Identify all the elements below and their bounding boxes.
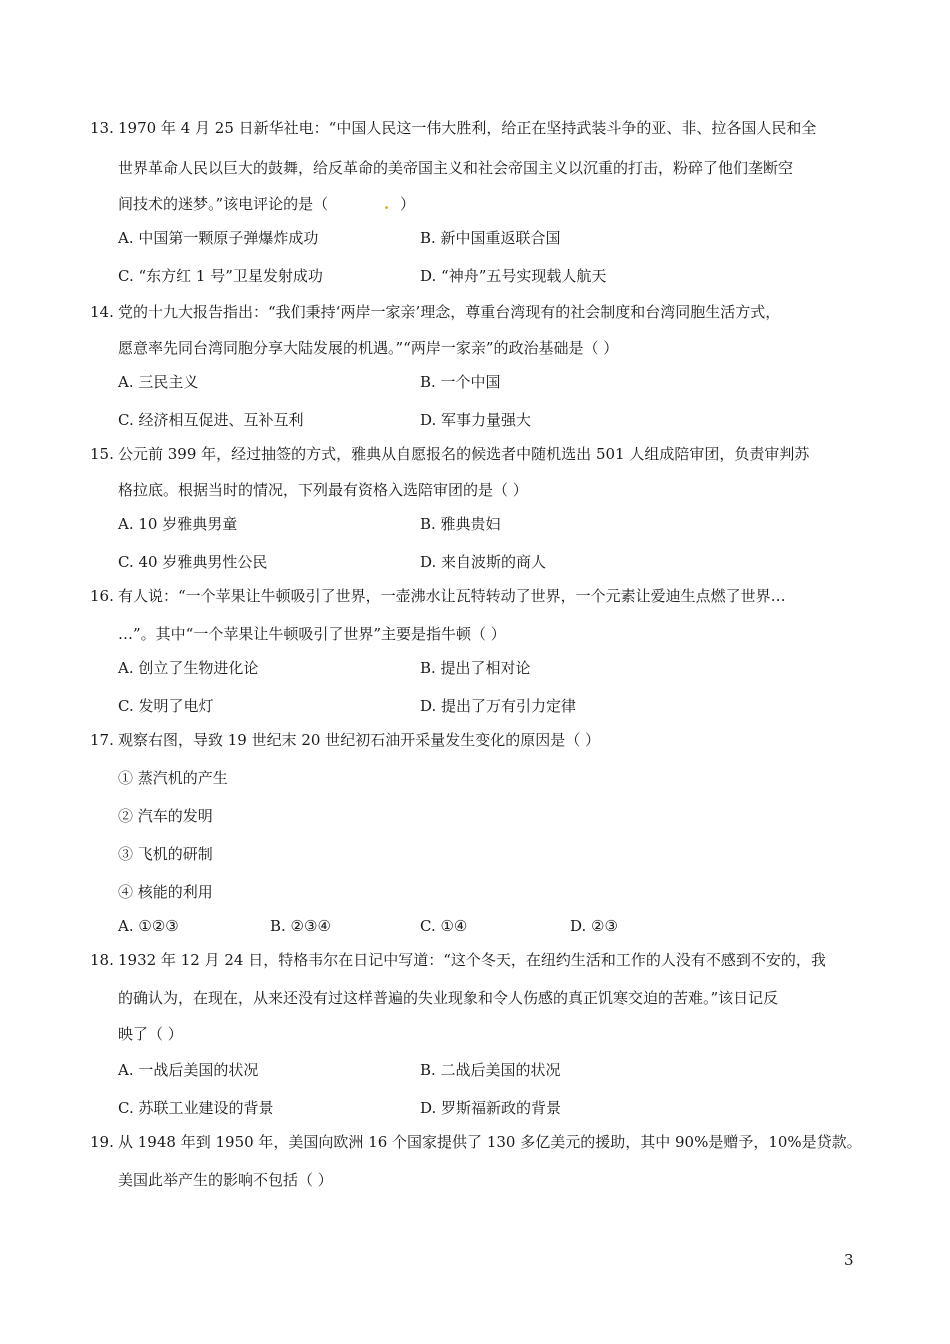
option-d: D. 军事力量强大 bbox=[420, 411, 532, 429]
question-number: 18. bbox=[90, 951, 114, 969]
statement-item: ① 蒸汽机的产生 bbox=[118, 769, 228, 787]
page-number: 3 bbox=[844, 1251, 854, 1269]
statement-item: ④ 核能的利用 bbox=[118, 883, 213, 901]
option-c: C. 发明了电灯 bbox=[118, 697, 214, 715]
option-d: D. 提出了万有引力定律 bbox=[420, 697, 577, 715]
statement-item: ③ 飞机的研制 bbox=[118, 845, 213, 863]
question-text-line: …”。其中“一个苹果让牛顿吸引了世界”主要是指牛顿（ ） bbox=[118, 625, 506, 643]
option-d: D. 来自波斯的商人 bbox=[420, 553, 547, 571]
question-text-line: 愿意率先同台湾同胞分享大陆发展的机遇。”“两岸一家亲”的政治基础是（ ） bbox=[118, 339, 619, 357]
question-text-line: 世界革命人民以巨大的鼓舞，给反革命的美帝国主义和社会帝国主义以沉重的打击，粉碎了他们垄断空 bbox=[118, 159, 794, 177]
question-number: 16. bbox=[90, 587, 114, 605]
option-d: D. 罗斯福新政的背景 bbox=[420, 1099, 562, 1117]
option-d: D. “神舟”五号实现载人航天 bbox=[420, 267, 607, 285]
question-text-line: 美国此举产生的影响不包括（ ） bbox=[118, 1171, 333, 1189]
question-text-line: 的确认为，在现在，从来还没有过这样普遍的失业现象和令人伤感的真正饥寒交迫的苦难。”该日记反 bbox=[118, 989, 779, 1007]
option-a: A. 三民主义 bbox=[118, 373, 199, 391]
question-text-line: 有人说：“一个苹果让牛顿吸引了世界，一壶沸水让瓦特转动了世界，一个元素让爱迪生点燃了世界… bbox=[118, 587, 786, 605]
question-text-line: 映了（ ） bbox=[118, 1025, 183, 1043]
option-a: A. 10 岁雅典男童 bbox=[118, 515, 238, 533]
option-b: B. ②③④ bbox=[270, 917, 331, 935]
question-number: 13. bbox=[90, 119, 114, 137]
option-a: A. ①②③ bbox=[118, 917, 179, 935]
option-c: C. 经济相互促进、互补互利 bbox=[118, 411, 304, 429]
question-text-line: 1932 年 12 月 24 日，特格韦尔在日记中写道：“这个冬天，在纽约生活和工作的人没有不感到不安的，我 bbox=[118, 951, 826, 969]
option-a: A. 中国第一颗原子弹爆炸成功 bbox=[118, 229, 319, 247]
question-text-line: 公元前 399 年，经过抽签的方式，雅典从自愿报名的候选者中随机选出 501 人组成陪审团，负责审判苏 bbox=[118, 445, 810, 463]
option-b: B. 新中国重返联合国 bbox=[420, 229, 561, 247]
option-b: B. 提出了相对论 bbox=[420, 659, 531, 677]
question-text-line: 从 1948 年到 1950 年，美国向欧洲 16 个国家提供了 130 多亿美元的援助，其中 90%是赠予，10%是贷款。 bbox=[118, 1133, 862, 1151]
question-text-line: 间技术的迷梦。”该电评论的是（ bbox=[118, 195, 329, 213]
question-number: 17. bbox=[90, 731, 114, 749]
option-b: B. 二战后美国的状况 bbox=[420, 1061, 561, 1079]
question-text-line: 观察右图，导致 19 世纪末 20 世纪初石油开采量发生变化的原因是（ ） bbox=[118, 731, 601, 749]
option-a: A. 创立了生物进化论 bbox=[118, 659, 259, 677]
statement-item: ② 汽车的发明 bbox=[118, 807, 213, 825]
option-c: C. “东方红 1 号”卫星发射成功 bbox=[118, 267, 323, 285]
question-number: 15. bbox=[90, 445, 114, 463]
question-text-line: 格拉底。根据当时的情况，下列最有资格入选陪审团的是（ ） bbox=[118, 481, 528, 499]
decorative-dot-icon: . bbox=[384, 195, 390, 213]
answer-bracket-close: ） bbox=[400, 195, 416, 213]
option-b: B. 一个中国 bbox=[420, 373, 501, 391]
question-text-line: 1970 年 4 月 25 日新华社电：“中国人民这一伟大胜利，给正在坚持武装斗争的亚、非、拉各国人民和全 bbox=[118, 119, 817, 137]
question-text-line: 党的十九大报告指出：“我们秉持‘两岸一家亲’理念，尊重台湾现有的社会制度和台湾同胞生活方式， bbox=[118, 303, 781, 321]
question-number: 14. bbox=[90, 303, 114, 321]
option-a: A. 一战后美国的状况 bbox=[118, 1061, 259, 1079]
option-b: B. 雅典贵妇 bbox=[420, 515, 501, 533]
question-number: 19. bbox=[90, 1133, 114, 1151]
option-c: C. 40 岁雅典男性公民 bbox=[118, 553, 268, 571]
option-c: C. ①④ bbox=[420, 917, 468, 935]
option-d: D. ②③ bbox=[570, 917, 618, 935]
option-c: C. 苏联工业建设的背景 bbox=[118, 1099, 274, 1117]
